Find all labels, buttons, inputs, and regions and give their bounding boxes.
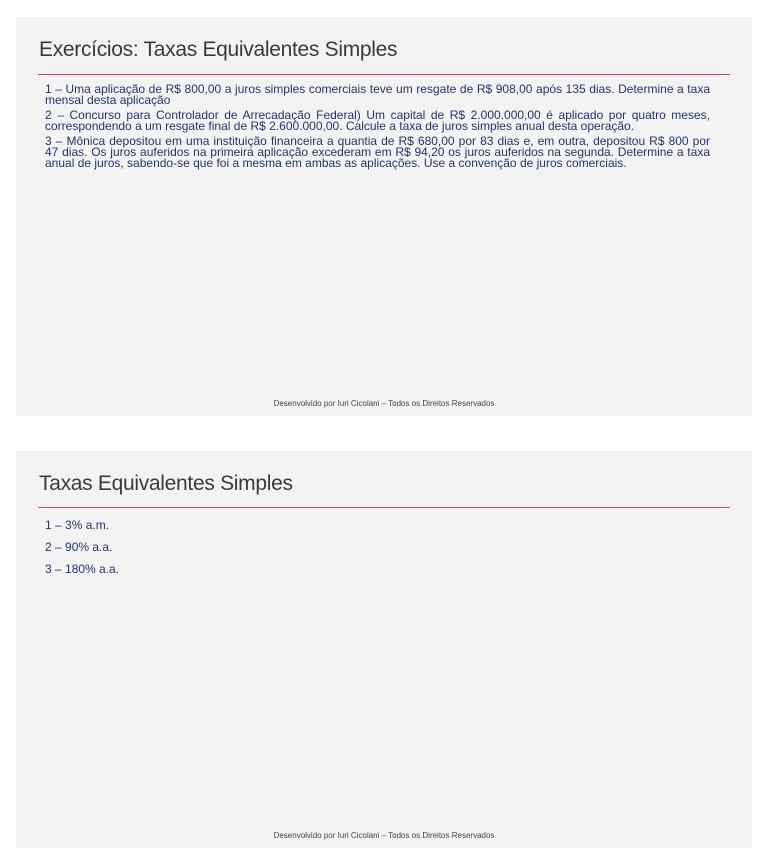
answers-slide — [16, 451, 752, 848]
answer-item: 3 – 180% a.a. — [45, 562, 120, 576]
answer-list — [45, 518, 119, 584]
exercise-item: 2 – Concurso para Controlador de Arrecadação Federal) Um capital de R$ 2.000.000,00 é aplicado por quatro meses, correspondendo a um resgate final de R$ 2.600.000,00. Calcule a taxa de juros simples anual desta operação. — [45, 108, 710, 133]
exercise-item: 1 – Uma aplicação de R$ 800,00 a juros simples comerciais teve um resgate de R$ 908,00 após 135 dias. Determine a taxa mensal desta aplicação — [45, 82, 710, 107]
answer-item: 2 – 90% a.a. — [45, 540, 113, 554]
title-divider — [38, 74, 730, 75]
slide-title: Exercícios: Taxas Equivalentes Simples — [39, 38, 398, 61]
title-divider — [38, 507, 730, 508]
answer-item: 1 – 3% a.m. — [45, 518, 110, 532]
slide-footer: Desenvolvido por Iuri Cicolani – Todos os Direitos Reservados — [273, 399, 495, 408]
exercises-slide — [16, 17, 752, 416]
exercise-list — [45, 84, 710, 173]
slide-title: Taxas Equivalentes Simples — [39, 472, 293, 495]
exercise-item: 3 – Mônica depositou em uma instituição financeira a quantia de R$ 680,00 por 83 dias e, em outra, depositou R$ 800 por 47 dias. Os juros auferidos na primeira aplicação excederam em R$ 94,20 os juros auferidos na segunda. Determine a taxa anual de juros, sabendo-se que foi a mesma em ambas as aplicações. Use a convenção de juros comerciais. — [45, 134, 710, 170]
slide-footer: Desenvolvido por Iuri Cicolani – Todos os Direitos Reservados — [273, 831, 495, 840]
